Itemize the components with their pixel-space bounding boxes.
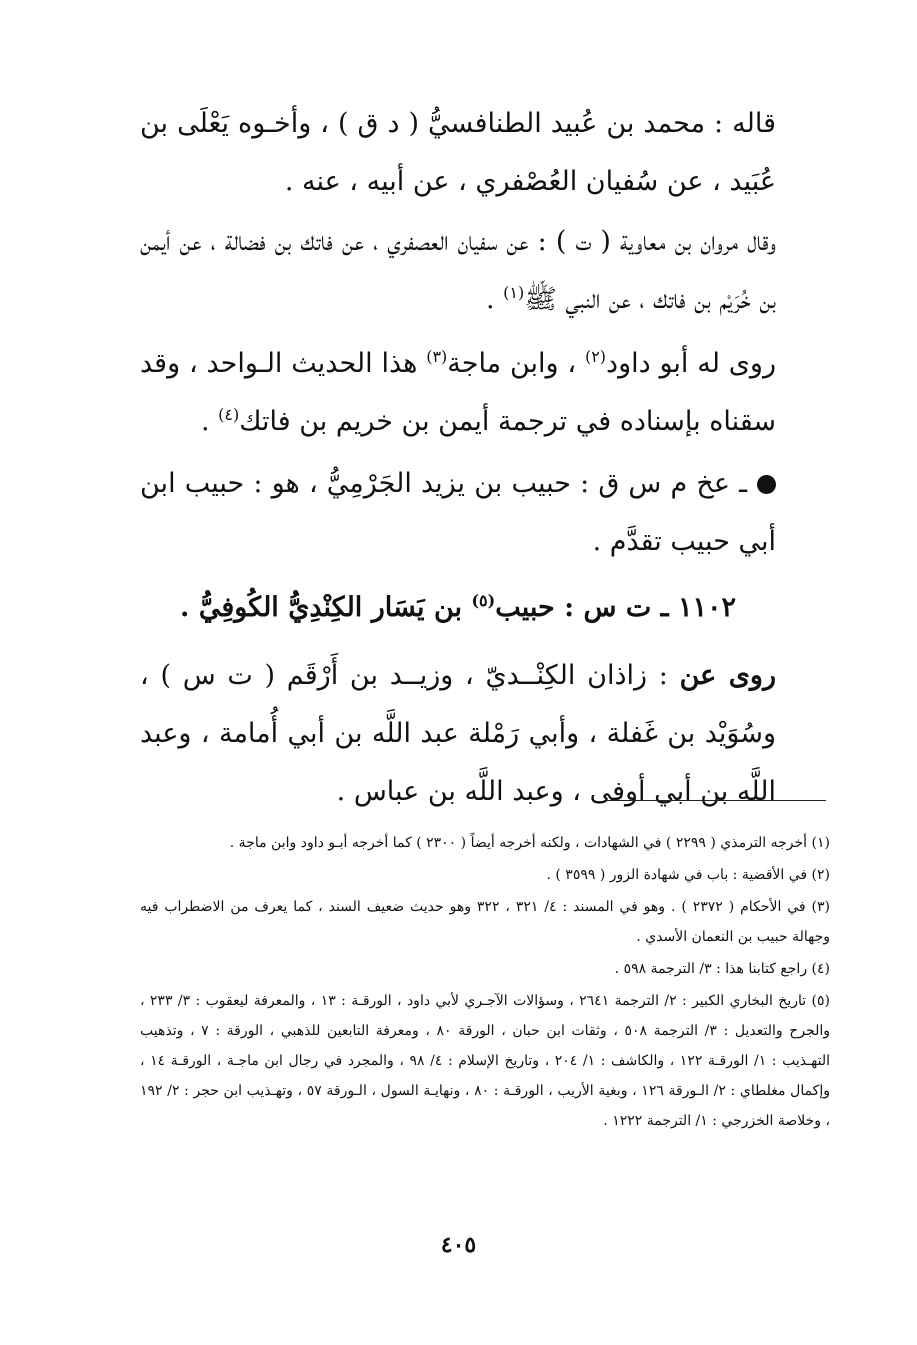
page-number: ٤٠٥	[440, 1232, 477, 1258]
footnote-ref-3[interactable]: (٣)	[426, 347, 448, 366]
paragraph-2	[140, 213, 776, 329]
footnote-3: (٣) في الأحكام ( ٢٣٧٢ ) . وهو في المسند : ٤/ ٣٢١ ، ٣٢٢ وهو حديث ضعيف السند ، كما يعرف من الاضطراب فيه وجهالة حبيب بن النعمان الأسدي .	[140, 899, 831, 945]
footnotes	[140, 828, 830, 1138]
footnote-5: (٥) تاريخ البخاري الكبير : ٢/ الترجمة ٢٦٤١ ، وسؤالات الآجـري لأبي داود ، الورقـة : ١٣ ، والمعرفة ليعقوب : ٣/ ٢٣٣ ، والجرح والتعديل : ٣/ الترجمة ٥٠٨ ، وثقات ابن حبان ، الورقة ٨٠ ، ومعرفة التابعين للذهبي ، الورقة : ٧ ، وتذهيب التهـذيب : ١/ الورقـة ١٢٢ ، والكاشف : ١/ ٢٠٤ ، وتاريخ الإسلام : ٤/ ٩٨ ، والمجرد في رجال ابن ماجـة ، الورقـة ١٤ ، وإكمال مغلطاي : ٢/ الـورقة ١٢٦ ، وبغية الأريب ، الورقـة : ٨٠ ، ونهايـة السول ، الـورقة ٥٧ ، وتهـذيب ابن حجر : ٢/ ١٩٢ ، وخلاصة الخزرجي : ١/ الترجمة ١٢٢٢ .	[140, 993, 831, 1129]
narration-paragraph	[140, 647, 776, 821]
paragraph-1	[140, 95, 776, 211]
paragraph-3-text-b: ، وابن ماجة	[447, 348, 585, 379]
entry-heading-text-a: ١١٠٢ ـ ت س : حبيب	[495, 592, 736, 623]
footnote-ref-2[interactable]: (٢)	[584, 347, 607, 366]
entry-heading	[140, 579, 776, 637]
footnote-ref-5[interactable]: (٥)	[471, 591, 496, 610]
footnote-1: (١) أخرجه الترمذي ( ٢٢٩٩ ) في الشهادات ، ولكنه أخرجه أيضاً ( ٢٣٠٠ ) كما أخرجه أبـو داود وابن ماجة .	[229, 835, 830, 851]
paragraph-3	[140, 335, 776, 451]
footnote-divider	[604, 800, 826, 801]
narration-label: روى عن	[679, 660, 776, 691]
paragraph-4	[140, 455, 776, 571]
paragraph-3-end: .	[200, 406, 219, 437]
paragraph-4-text: ـ عخ م س ق : حبيب بن يزيد الجَرْمِيُّ ، هو : حبيب ابن أبي حبيب تقدَّم .	[140, 468, 776, 557]
paragraph-1-text: قاله : محمد بن عُبيد الطنافسيُّ ( د ق ) ، وأخـوه يَعْلَى بن عُبَيد ، عن سُفيان العُصْفري ، عن أبيه ، عنه .	[140, 108, 776, 197]
narration-text: : زاذان الكِنْــديّ ، وزيــد بن أَرْقَم ( ت س ) ، وسُوَيْد بن غَفلة ، وأبي رَمْلة عبد اللَّه بن أبي أُمامة ، وعبد اللَّه بن أبي أوفى ، وعبد اللَّه بن عباس .	[140, 660, 776, 807]
footnote-2: (٢) في الأقضية : باب في شهادة الزور ( ٣٥٩٩ ) .	[546, 867, 830, 883]
footnote-ref-1[interactable]: (١)	[503, 283, 525, 302]
paragraph-3-text-c: هذا الحديث الـواحد ، وقد سقناه بإسناده في ترجمة أيمن بن خريم بن فاتك	[140, 348, 776, 437]
paragraph-2-end: .	[485, 284, 504, 315]
paragraph-3-text-a: روى له أبو داود	[606, 348, 776, 379]
paragraph-2-text: وقال مروان بن معاوية ( ت ) : عن سفيان العصفري ، عن فاتك بن فضالة ، عن أيمن بن خُرَيْم بن فاتك ، عن النبي ﷺ	[140, 226, 776, 315]
footnote-ref-4[interactable]: (٤)	[218, 405, 240, 424]
footnote-4: (٤) راجع كتابنا هذا : ٣/ الترجمة ٥٩٨ .	[614, 961, 830, 977]
bullet-icon	[757, 475, 776, 494]
entry-heading-text-b: بن يَسَار الكِنْدِيُّ الكُوفِيُّ .	[180, 592, 472, 623]
